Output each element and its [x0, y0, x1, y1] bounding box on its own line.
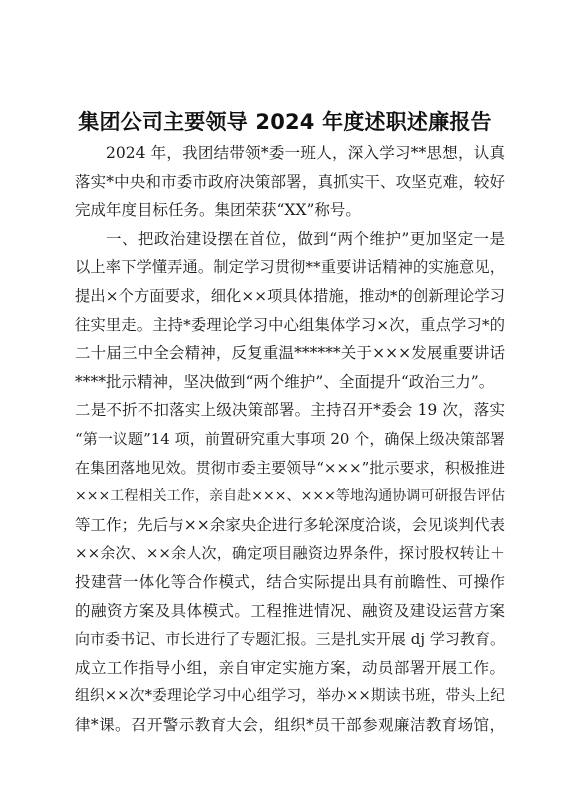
body-line: 的融资方案及具体模式。工程推进情况、融资及建设运营方案 — [75, 601, 505, 620]
body-line: ×××工程相关工作，亲自赴×××、×××等地沟通协调可研报告评估 — [75, 488, 505, 505]
body-line: 二是不折不扣落实上级决策部署。主持召开*委会 19 次，落实 — [75, 401, 505, 420]
body-line: 成立工作指导小组，亲自审定实施方案，动员部署开展工作。 — [75, 658, 505, 677]
body-line: 等工作；先后与××余家央企进行多轮深度洽谈，会见谈判代表 — [75, 515, 505, 534]
body-line: 向市委书记、市长进行了专题汇报。三是扎实开展 dj 学习教育。 — [75, 630, 505, 649]
body-line: 落实*中央和市委市政府决策部署，真抓实干、攻坚克难，较好 — [75, 172, 505, 191]
body-line: 2024 年，我团结带领*委一班人，深入学习**思想，认真 — [106, 144, 505, 162]
body-line: 提出×个方面要求，细化××项具体措施，推动*的创新理论学习 — [75, 286, 505, 305]
body-line: 完成年度目标任务。集团荣获“XX”称号。 — [75, 201, 361, 220]
body-line: 律*课。召开警示教育大会，组织*员干部参观廉洁教育场馆， — [75, 715, 505, 734]
body-line: 在集团落地见效。贯彻市委主要领导“×××”批示要求，积极推进 — [75, 458, 505, 477]
document-title: 集团公司主要领导 2024 年度述职述廉报告 — [78, 110, 492, 134]
body-line: 二十届三中全会精神，反复重温******关于×××发展重要讲话 — [75, 344, 505, 363]
body-line: 往实里走。主持*委理论学习中心组集体学习×次，重点学习*的 — [75, 315, 505, 334]
body-line: 以上率下学懂弄通。制定学习贯彻**重要讲话精神的实施意见， — [75, 258, 505, 277]
body-line: “第一议题”14 项，前置研究重大事项 20 个，确保上级决策部署 — [75, 429, 505, 448]
body-line: ****批示精神，坚决做到“两个维护”、全面提升“政治三力”。 — [75, 372, 495, 391]
body-line: ××余次、××余人次，确定项目融资边界条件，探讨股权转让＋ — [75, 544, 505, 563]
body-line: 投建营一体化等合作模式，结合实际提出具有前瞻性、可操作 — [75, 572, 505, 591]
document-body — [75, 139, 505, 739]
body-line: 组织××次*委理论学习中心组学习，举办××期读书班，带头上纪 — [75, 687, 505, 705]
body-line: 一、把政治建设摆在首位，做到“两个维护”更加坚定一是 — [106, 229, 505, 248]
